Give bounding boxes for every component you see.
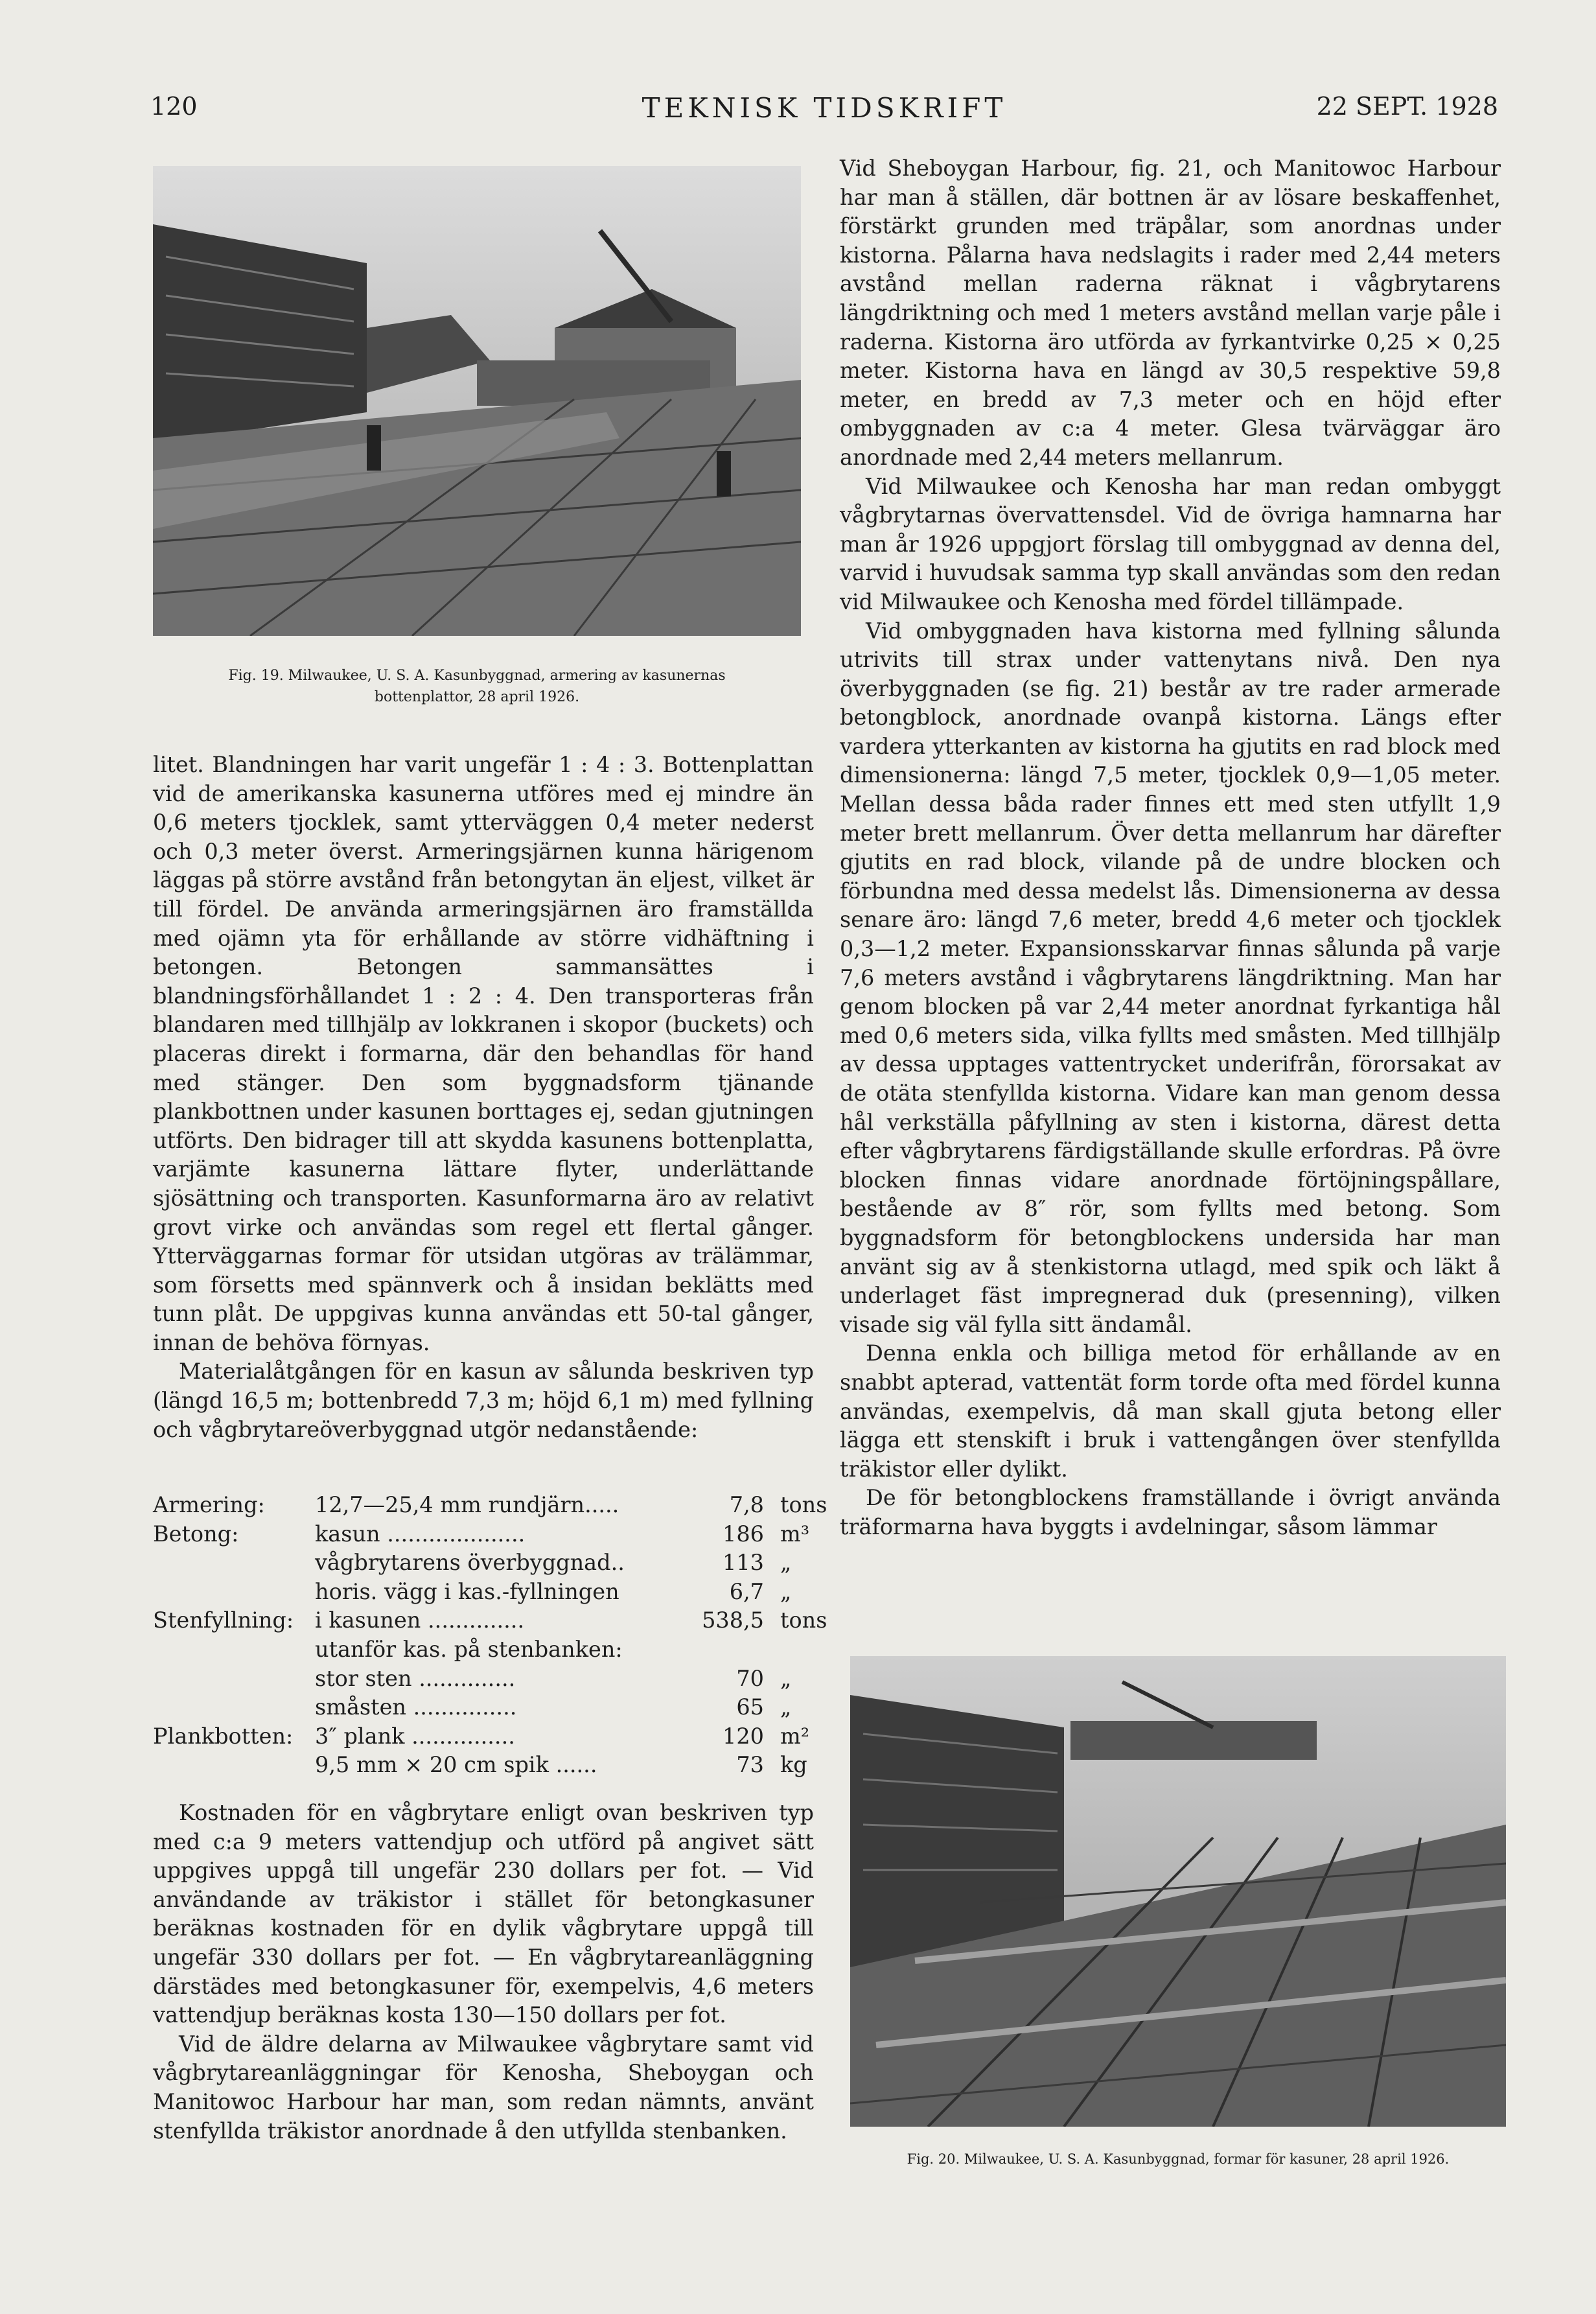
table-row	[153, 1549, 814, 1578]
table-row	[153, 1578, 814, 1607]
paragraph: Vid Milwaukee och Kenosha har man redan ombyggt vågbrytarnas övervattensdel. Vid de övriga hamnarna har man år 1926 uppgjort förslag till ombyggnad av denna del, varvid i huvudsak samma typ skall användas som den redan vid Milwaukee och Kenosha med fördel tillämpade.	[840, 473, 1501, 614]
material-quantity: 65	[736, 1694, 764, 1720]
page-number: 120	[150, 92, 198, 121]
material-item: kasun ....................	[315, 1521, 526, 1547]
journal-title: TEKNISK TIDSKRIFT	[642, 92, 1007, 124]
figure-19-caption-line-1: Fig. 19. Milwaukee, U. S. A. Kasunbyggnad, armering av kasunernas	[228, 668, 726, 684]
paragraph: Denna enkla och billiga metod för erhållande av en snabbt apterad, vattentät form torde ofta med fördel kunna användas, exempelvis, då man skall gjuta betong eller lägga ett stenskift i bruk i vattengången över stenfyllda träkistor eller dylikt.	[840, 1340, 1501, 1482]
material-quantity: 120	[723, 1723, 764, 1749]
table-row	[153, 1751, 814, 1780]
paragraph: Materialåtgången för en kasun av sålunda beskriven typ (längd 16,5 m; bottenbredd 7,3 m; höjd 6,1 m) med fyllning och vågbrytareöverbyggnad utgör nedanstående:	[153, 1359, 814, 1442]
material-unit: m³	[780, 1521, 810, 1547]
left-column-upper	[153, 751, 814, 1444]
table-row	[153, 1520, 814, 1549]
material-item: vågbrytarens överbyggnad..	[315, 1550, 625, 1576]
material-quantity: 538,5	[702, 1607, 764, 1633]
material-category: Stenfyllning:	[153, 1607, 294, 1633]
paragraph: Kostnaden för en vågbrytare enligt ovan beskriven typ med c:a 9 meters vattendjup och utförd på angivet sätt uppgives uppgå till ungefär 230 dollars per fot. — Vid användande av träkistor i stället för betongkasuner beräknas kostnaden för en dylik vågbrytare uppgå till ungefär 330 dollars per fot. — En vågbrytareanläggning därstädes med betongkasuner för, exempelvis, 4,6 meters vattendjup beräknas kosta 130—150 dollars per fot.	[153, 1800, 814, 2028]
material-quantity: 7,8	[729, 1492, 764, 1517]
figure-20-caption: Fig. 20. Milwaukee, U. S. A. Kasunbyggnad, formar för kasuner, 28 april 1926.	[907, 2151, 1450, 2167]
material-category: Betong:	[153, 1521, 239, 1547]
material-item: 12,7—25,4 mm rundjärn.....	[315, 1492, 619, 1517]
material-category: Plankbotten:	[153, 1723, 294, 1749]
material-unit: „	[780, 1694, 792, 1720]
paragraph: Vid de äldre delarna av Milwaukee vågbrytare samt vid vågbrytareanläggningar för Kenosha, Sheboygan och Manitowoc Harbour har man, som redan nämnts, använt stenfyllda träkistor anordnade å den utfyllda stenbanken.	[153, 2031, 814, 2144]
material-item: småsten ...............	[315, 1694, 517, 1720]
left-column-lower	[153, 1799, 814, 2145]
material-item: 3″ plank ...............	[315, 1723, 515, 1749]
right-column	[840, 154, 1501, 1542]
material-unit: „	[780, 1550, 792, 1576]
table-row	[153, 1635, 814, 1665]
material-quantity: 186	[723, 1521, 764, 1547]
material-unit: „	[780, 1578, 792, 1604]
table-row	[153, 1491, 827, 1520]
page-header	[150, 92, 1498, 131]
material-unit: tons	[780, 1492, 827, 1517]
paragraph: De för betongblockens framställande i övrigt använda träformarna hava byggts i avdelningar, såsom lämmar	[840, 1485, 1501, 1539]
material-item: i kasunen ..............	[315, 1607, 525, 1633]
table-row	[153, 1722, 814, 1751]
material-category: Armering:	[153, 1492, 265, 1517]
material-quantity: 113	[723, 1550, 764, 1576]
figure-19-photo	[153, 166, 801, 636]
paragraph: Vid Sheboygan Harbour, fig. 21, och Manitowoc Harbour har man å ställen, där bottnen är av lösare beskaffenhet, förstärkt grunden med träpålar, som anordnas under kistorna. Pålarna hava nedslagits i rader med 2,44 meters avstånd mellan raderna räknat i vågbrytarens längdriktning och med 1 meters avstånd mellan varje påle i raderna. Kistorna äro utförda av fyrkantvirke 0,25 × 0,25 meter. Kistorna hava en längd av 30,5 respektive 59,8 meter, en bredd av 7,3 meter och en höjd efter ombyggnaden av c:a 4 meter. Glesa tvärväggar äro anordnade med 2,44 meters mellanrum.	[840, 156, 1501, 470]
materials-table	[153, 1491, 827, 1780]
figure-19-caption-line-2: bottenplattor, 28 april 1926.	[374, 689, 580, 705]
material-item: utanför kas. på stenbanken:	[315, 1636, 623, 1662]
material-unit: tons	[780, 1607, 827, 1633]
table-row	[153, 1606, 827, 1635]
figure-19-caption	[153, 665, 801, 708]
table-row	[153, 1665, 814, 1694]
material-quantity: 70	[736, 1665, 764, 1691]
table-row	[153, 1693, 814, 1722]
issue-date: 22 SEPT. 1928	[1316, 92, 1498, 121]
material-item: horis. vägg i kas.-fyllningen	[315, 1578, 619, 1604]
paragraph: litet. Blandningen har varit ungefär 1 : 4 : 3. Bottenplattan vid de amerikanska kasunerna utföres med ej mindre än 0,6 meters tjocklek, samt ytterväggen 0,4 meter nederst och 0,3 meter överst. Armeringsjärnen kunna härigenom läggas på större avstånd från betongytan än eljest, vilket är till fördel. De använda armeringsjärnen äro framställda med ojämn yta för erhållande av större vidhäftning i betongen. Betongen sammansättes i blandningsförhållandet 1 : 2 : 4. Den transporteras från blandaren med tillhjälp av lokkranen i skopor (buckets) och placeras direkt i formarna, där den behandlas för hand med stänger. Den som byggnadsform tjänande plankbottnen under kasunen borttages ej, sedan gjutningen utförts. Den bidrager till att skydda kasunens bottenplatta, varjämte kasunerna lättare flyter, underlättande sjösättning och transporten. Kasunformarna äro av relativt grovt virke och användas som regel ett flertal gånger. Ytterväggarnas formar för utsidan utgöras av trälämmar, som försetts med spännverk och å insidan beklätts med tunn plåt. De uppgivas kunna användas ett 50-tal gånger, innan de behöva förnyas.	[153, 752, 814, 1355]
material-item: 9,5 mm × 20 cm spik ......	[315, 1752, 597, 1778]
material-quantity: 73	[736, 1752, 764, 1778]
material-item: stor sten ..............	[315, 1665, 516, 1691]
material-quantity: 6,7	[729, 1578, 764, 1604]
material-unit: kg	[780, 1752, 807, 1778]
figure-20-photo	[850, 1656, 1506, 2127]
material-unit: „	[780, 1665, 792, 1691]
paragraph: Vid ombyggnaden hava kistorna med fyllning sålunda utrivits till strax under vattenytans nivå. Den nya överbyggnaden (se fig. 21) består av tre rader armerade betongblock, anordnade ovanpå kistorna. Längs efter vardera ytterkanten av kistorna ha gjutits en rad block med dimensionerna: längd 7,5 meter, tjocklek 0,9—1,05 meter. Mellan dessa båda rader finnes ett med sten utfyllt 1,9 meter brett mellanrum. Över detta mellanrum har därefter gjutits en rad block, vilande på de undre blocken och förbundna med dessa medelst lås. Dimensionerna av dessa senare äro: längd 7,6 meter, bredd 4,6 meter och tjocklek 0,3—1,2 meter. Expansionsskarvar finnas sålunda på varje 7,6 meters avstånd i vågbrytarens längdriktning. Man har genom blocken på var 2,44 meter anordnat fyrkantiga hål med 0,6 meters sida, vilka fyllts med småsten. Med tillhjälp av dessa upptages vattentrycket underifrån, förorsakat av de otäta stenfyllda kistorna. Vidare kan man genom dessa hål verkställa påfyllning av sten i kistorna, därest detta efter vågbrytarens färdigställande skulle erfordras. På övre blocken finnas vidare anordnade förtöjningspållare, bestående av 8″ rör, som fyllts med betong. Som byggnadsform för betongblockens undersida har man använt sig av å stenkistorna utlagd, med spik och läkt å underlaget fäst impregnerad duk (presenning), vilken visade sig väl fylla sitt ändamål.	[840, 618, 1501, 1337]
material-unit: m²	[780, 1723, 810, 1749]
